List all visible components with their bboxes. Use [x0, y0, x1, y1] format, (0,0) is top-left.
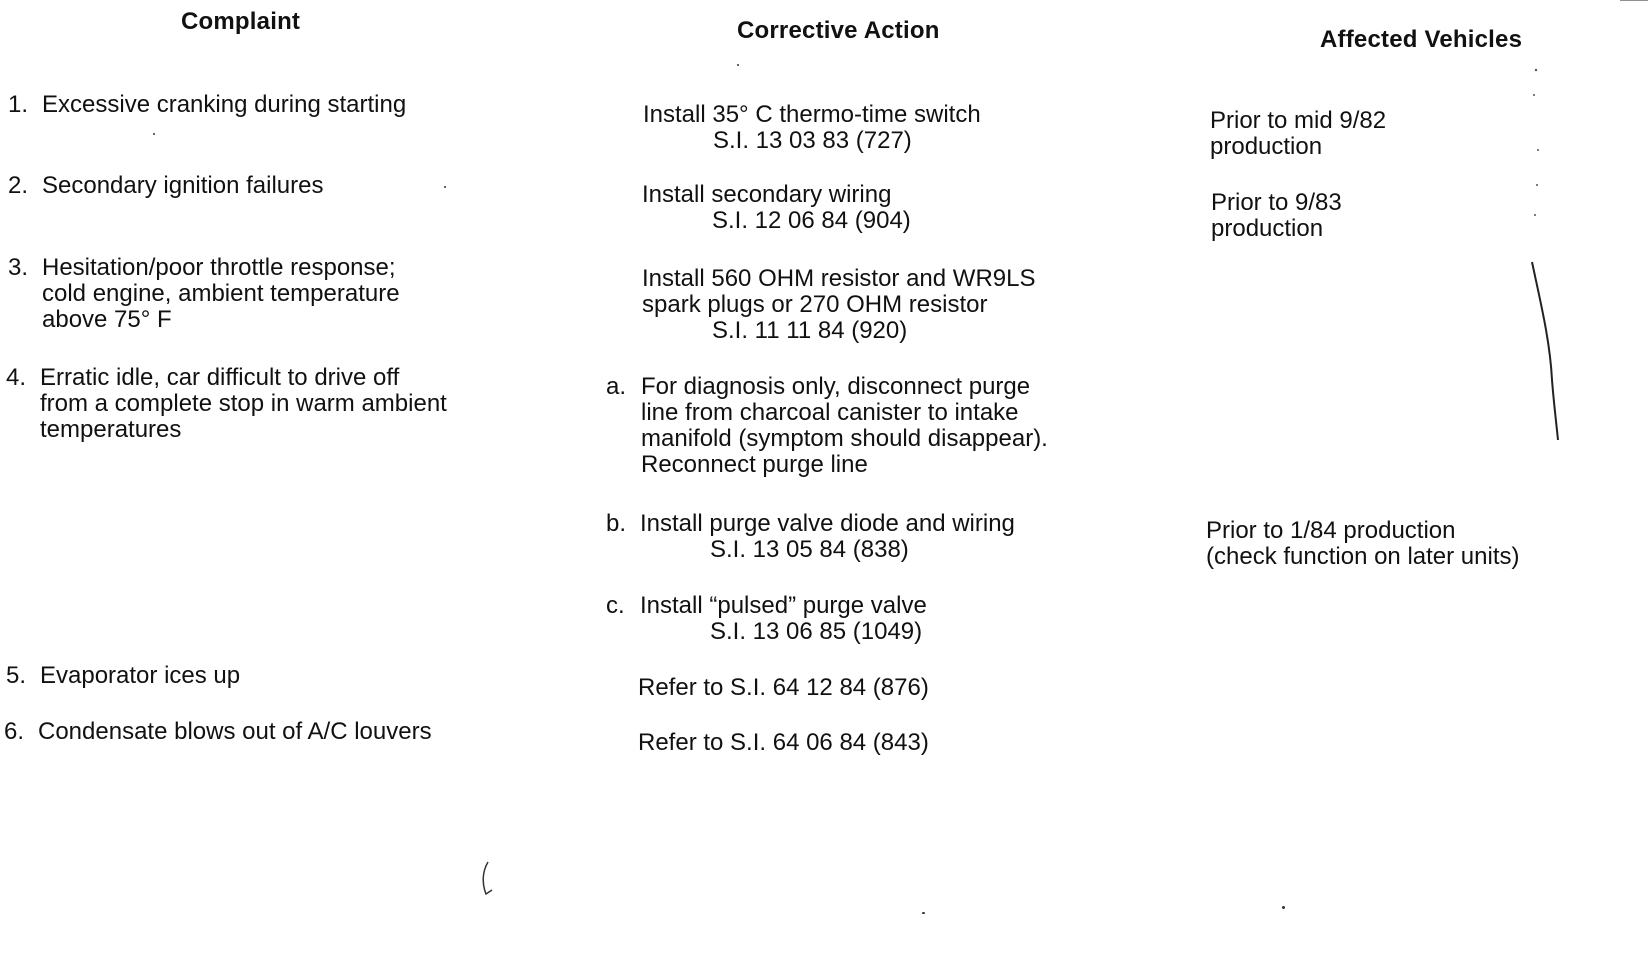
- complaint-1: [8, 92, 406, 118]
- row-number: 5.: [6, 662, 27, 689]
- complaint-2: [8, 173, 324, 199]
- scan-speck: [1282, 906, 1285, 909]
- complaint-text: Erratic idle, car difficult to drive off: [40, 364, 400, 391]
- action-4b: [640, 511, 1015, 563]
- service-info-ref: S.I. 13 05 84 (838): [710, 536, 909, 563]
- vehicles-2: [1211, 190, 1342, 242]
- service-info-ref: S.I. 11 11 84 (920): [712, 317, 908, 344]
- action-4c: [640, 593, 927, 645]
- action-text: line from charcoal canister to intake: [641, 399, 1019, 426]
- complaint-3: [8, 255, 400, 333]
- header-affected-vehicles: Affected Vehicles: [1320, 26, 1523, 53]
- scan-mark-bottom: [478, 860, 498, 900]
- vehicles-text: (check function on later units): [1206, 543, 1520, 570]
- complaint-text: Excessive cranking during starting: [42, 91, 407, 118]
- action-1: [643, 102, 981, 154]
- action-text: Install 560 OHM resistor and WR9LS: [642, 265, 1036, 292]
- scan-speck: [153, 133, 155, 135]
- action-4a: [641, 374, 1048, 478]
- action-text: Install 35° C thermo-time switch: [643, 101, 981, 128]
- complaint-text: temperatures: [40, 416, 182, 443]
- vehicles-text: Prior to 1/84 production: [1206, 517, 1456, 544]
- action-text: Reconnect purge line: [641, 451, 868, 478]
- row-number: 2.: [8, 172, 29, 199]
- complaint-text: from a complete stop in warm ambient: [40, 390, 447, 417]
- complaint-text: cold engine, ambient temperature: [42, 280, 400, 307]
- vehicles-text: production: [1211, 215, 1324, 242]
- service-info-ref: S.I. 13 03 83 (727): [713, 127, 912, 154]
- row-number: 6.: [4, 718, 25, 745]
- row-number: 3.: [8, 254, 29, 281]
- complaint-text: Condensate blows out of A/C louvers: [38, 718, 432, 745]
- action-text: Install “pulsed” purge valve: [640, 592, 927, 619]
- sub-item-marker: b.: [606, 510, 627, 537]
- action-3: [642, 266, 1035, 344]
- action-2: [642, 182, 911, 234]
- vehicles-4b: [1206, 518, 1520, 570]
- action-text: manifold (symptom should disappear).: [641, 425, 1048, 452]
- action-5: Refer to S.I. 64 12 84 (876): [638, 674, 929, 701]
- sub-item-marker: a.: [606, 373, 627, 400]
- complaint-text: above 75° F: [42, 306, 172, 333]
- complaint-5: [6, 663, 240, 689]
- scan-speck: [922, 912, 925, 914]
- vehicles-text: Prior to mid 9/82: [1210, 107, 1387, 134]
- scan-speck: [737, 64, 739, 66]
- vehicles-1: [1210, 108, 1386, 160]
- header-corrective-action: Corrective Action: [737, 17, 940, 44]
- complaint-text: Hesitation/poor throttle response;: [42, 254, 396, 281]
- complaint-text: Evaporator ices up: [40, 662, 241, 689]
- action-text: Install purge valve diode and wiring: [640, 510, 1015, 537]
- row-number: 4.: [6, 364, 27, 391]
- vehicles-text: Prior to 9/83: [1211, 189, 1342, 216]
- service-info-ref: S.I. 12 06 84 (904): [712, 207, 911, 234]
- service-info-ref: S.I. 13 06 85 (1049): [710, 618, 923, 645]
- scan-speck: [444, 186, 446, 188]
- action-6: Refer to S.I. 64 06 84 (843): [638, 729, 929, 756]
- sub-item-marker: c.: [606, 592, 625, 619]
- action-text: spark plugs or 270 OHM resistor: [642, 291, 988, 318]
- action-text: For diagnosis only, disconnect purge: [641, 373, 1031, 400]
- complaint-4: [6, 365, 447, 443]
- scan-edge-mark: [1500, 0, 1648, 460]
- vehicles-text: production: [1210, 133, 1323, 160]
- complaint-6: [4, 719, 432, 745]
- complaint-text: Secondary ignition failures: [42, 172, 324, 199]
- row-number: 1.: [8, 91, 29, 118]
- action-text: Install secondary wiring: [642, 181, 892, 208]
- header-complaint: Complaint: [181, 8, 301, 35]
